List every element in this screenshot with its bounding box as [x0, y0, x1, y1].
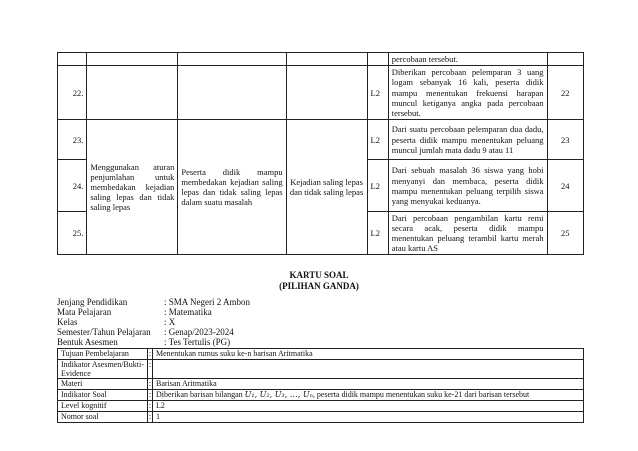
detail-label: Indikator Asesmen/Bukti-Evidence [58, 360, 148, 379]
table-row [58, 412, 584, 423]
detail-label: Nomor soal [58, 412, 148, 423]
answer-number-cell: 25 [547, 212, 583, 255]
indicator-merged-cell: Menggunakan aturan penjumlahan untuk membedakan kejadian saling lepas dan tidak saling lepas [87, 120, 178, 255]
detail-label: Tujuan Pembelajaran [58, 349, 148, 360]
detail-colon: : [148, 401, 152, 411]
question-indicator-cell: Dari sebuah masalah 36 siswa yang hobi menyanyi dan membaca, peserta didik mampu menentukan peluang terpilih siswa yang menyukai keduanya. [388, 160, 547, 212]
question-indicator-cell: percobaan tersebut. [388, 53, 547, 66]
answer-number-cell: 23 [547, 120, 583, 160]
level-cell: L2 [367, 120, 388, 160]
table-row [58, 401, 584, 412]
question-number-cell: 25. [58, 212, 87, 255]
card-detail-table [57, 348, 584, 423]
detail-colon: : [148, 360, 153, 379]
info-label: Semester/Tahun Pelajaran [57, 327, 151, 337]
answer-number-cell: 24 [547, 160, 583, 212]
detail-value [153, 360, 584, 379]
question-number-cell: 23. [58, 120, 87, 160]
material-cell-mid [178, 66, 286, 120]
material-merged-cell: Peserta didik mampu membedakan kejadian saling lepas dan tidak saling lepas dalam suatu masalah [178, 120, 286, 255]
info-value: : Genap/2023-2024 [164, 327, 234, 337]
table-row [58, 360, 584, 379]
sequence-expression: U₁, U₂, U₃, …, Uₙ [244, 390, 313, 400]
detail-colon: : [148, 390, 152, 400]
question-grid-table [57, 52, 584, 255]
question-indicator-cell: Diberikan percobaan pelemparan 3 uang logam sebanyak 16 kali, peserta didik mampu menentukan frekuensi harapan muncul ketiganya angka pada percobaan tersebut. [388, 66, 547, 120]
detail-colon: : [148, 349, 152, 358]
topic-merged-cell: Kejadian saling lepas dan tidak saling lepas [286, 120, 367, 255]
detail-value: 1 [153, 412, 584, 423]
table-row [58, 390, 584, 401]
card-info-list [57, 297, 584, 349]
info-value: : X [164, 317, 176, 327]
detail-value-prefix: Diberikan barisan bilangan [156, 390, 245, 400]
table-row [58, 379, 584, 390]
level-cell: L2 [367, 66, 388, 120]
indicator-cell-top [87, 53, 178, 66]
detail-label: Materi [58, 379, 148, 390]
level-cell: L2 [367, 212, 388, 255]
card-subtitle: (PILIHAN GANDA) [279, 281, 359, 291]
detail-label: Level kognitif [58, 401, 148, 412]
indicator-cell-mid [87, 66, 178, 120]
detail-colon: : [148, 412, 152, 422]
topic-cell-mid [286, 66, 367, 120]
question-number-cell: 24. [58, 160, 87, 212]
detail-value: Menentukan rumus suku ke-n barisan Aritmatika [153, 349, 584, 360]
detail-colon: : [148, 379, 152, 389]
detail-value-suffix: , peserta didik mampu menentukan suku ke-21 dari barisan tersebut [312, 390, 530, 400]
question-number-cell: 22. [58, 66, 87, 120]
question-number-cell [58, 53, 87, 66]
material-cell-top [178, 53, 286, 66]
detail-value: Barisan Aritmatika [153, 379, 584, 390]
card-title: KARTU SOAL [289, 270, 349, 280]
info-label: Bentuk Asesmen [57, 337, 118, 347]
answer-number-cell: 22 [547, 66, 583, 120]
answer-number-cell [547, 53, 583, 66]
table-row [58, 66, 584, 120]
question-indicator-cell: Dari suatu percobaan pelemparan dua dadu, peserta didik mampu menentukan peluang muncul jumlah mata dadu 9 atau 11 [388, 120, 547, 160]
detail-value [153, 390, 584, 401]
info-value: : SMA Negeri 2 Ambon [164, 297, 251, 307]
info-value: : Matematika [164, 307, 212, 317]
info-label: Jenjang Pendidikan [57, 297, 128, 307]
table-row [58, 120, 584, 160]
info-value: : Tes Tertulis (PG) [164, 337, 231, 347]
detail-label: Indikator Soal [58, 390, 148, 401]
topic-cell-top [286, 53, 367, 66]
info-label: Mata Pelajaran [57, 307, 112, 317]
detail-value: L2 [153, 401, 584, 412]
info-label: Kelas [57, 317, 78, 327]
question-indicator-cell: Dari percobaan pengambilan kartu remi secara acak, peserta didik mampu menentukan peluang terambil kartu merah atau kartu AS [388, 212, 547, 255]
table-row [58, 349, 584, 360]
level-cell: L2 [367, 160, 388, 212]
table-row [58, 53, 584, 66]
level-cell [367, 53, 388, 66]
